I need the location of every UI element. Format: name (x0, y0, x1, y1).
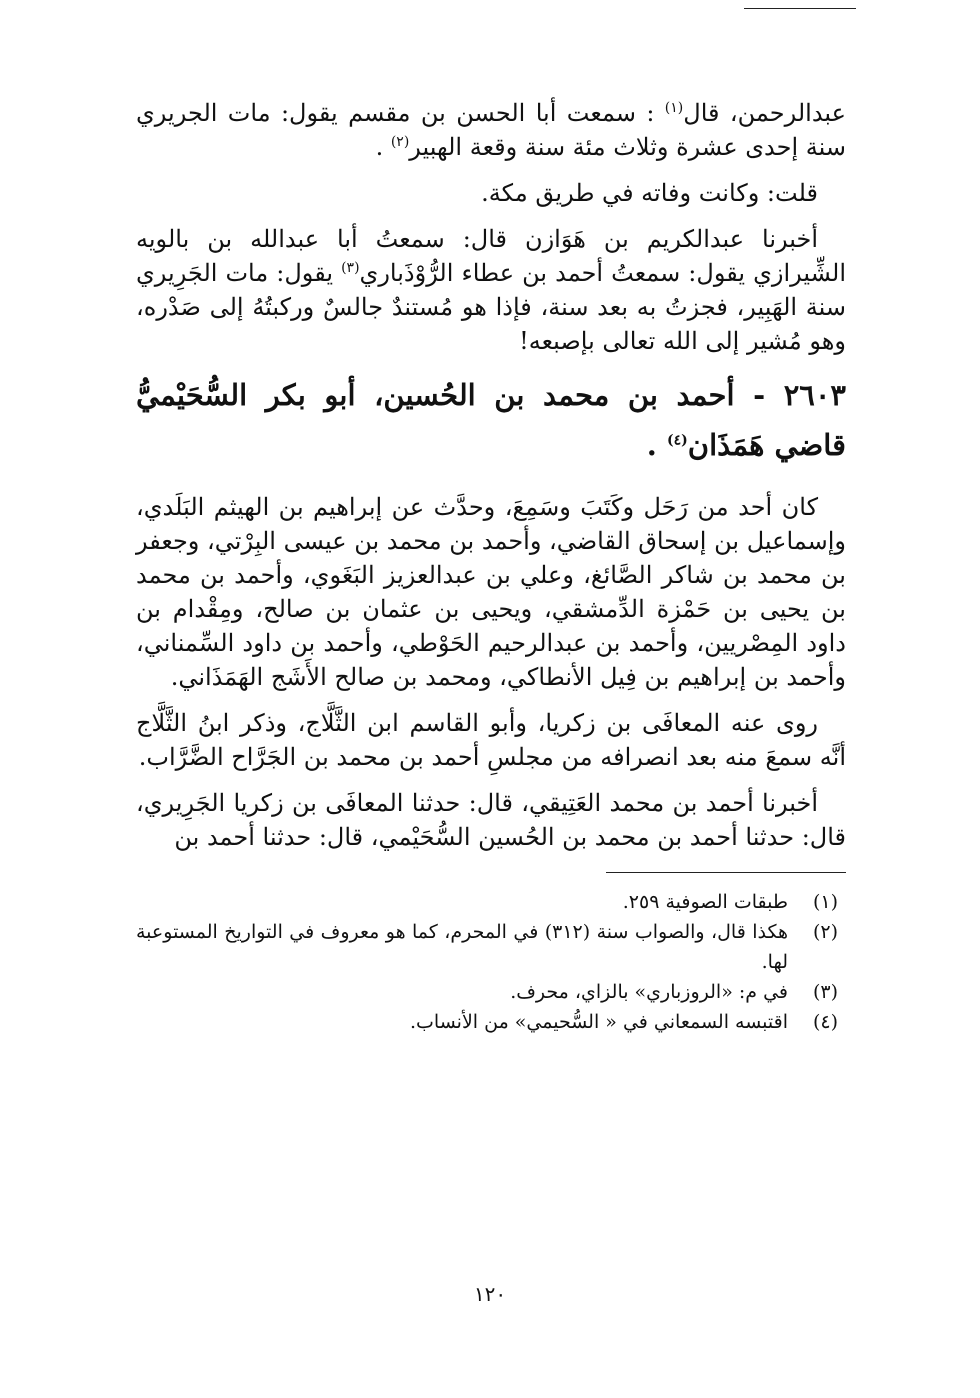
entry-students-paragraph: روى عنه المعافَى بن زكريا، وأبو القاسم ابن الثَّلَّاج، وذكر ابنُ الثَّلَّاج أنَّه سمعَ منه بعد انصرافه من مجلسِ أحمد بن محمد بن الجَرَّاح الضَّرَّاب. (136, 709, 846, 771)
footnote-number: (٣) (812, 981, 838, 1003)
footnote-4 (136, 1007, 846, 1037)
footnote-text: اقتبسه السمعاني في « السُّحيمي» من الأنساب. (410, 1011, 788, 1033)
footnote-3 (136, 977, 846, 1007)
page-number: ١٢٠ (473, 1282, 507, 1306)
paragraph-text: : سمعت أبا الحسن بن مقسم يقول: مات الجريري سنة إحدى عشرة وثلاث مئة سنة وقعة الهبير (136, 99, 846, 161)
footnotes (136, 887, 846, 1037)
entry-heading-text: ٢٦٠٣ - أحمد بن محمد بن الحُسين، أبو بكر السُّحَيْميُّ قاضي هَمَذَان (136, 378, 846, 462)
entry-heading (136, 370, 846, 470)
footnote-ref-2: (٢) (390, 134, 410, 150)
footnote-2 (136, 917, 846, 977)
entry-teachers-paragraph: كان أحد من رَحَل وكَتَبَ وسَمِعَ، وحدَّث عن إبراهيم بن الهيثم البَلَدي، وإسماعيل بن إسحاق القاضي، وأحمد بن محمد بن عيسى البِرْتي، وجعفر بن محمد بن شاكر الصَّائغ، وعلي بن عبدالعزيز البَغَوي، وأحمد بن محمد بن يحيى بن حَمْزة الدِّمشقي، ويحيى بن عثمان بن صالح، ومِقْدام بن داود المِصْريين، وأحمد بن عبدالرحيم الحَوْطي، وأحمد بن داود السِّمناني، وأحمد بن إبراهيم بن فِيل الأنطاكي، ومحمد بن صالح الأَشَج الهَمَذَاني. (136, 493, 846, 691)
paragraph-jariri-death (136, 96, 846, 164)
page-body (136, 96, 846, 1037)
footnote-ref-4: (٤) (666, 432, 688, 449)
footnote-text: في م: «الروزباري» بالزاي، محرف. (510, 981, 788, 1003)
footnote-divider (606, 872, 846, 873)
paragraph-text: يقول: مات الجَرِيري سنة الهَبِير، فجزتُ به بعد سنة، فإذا هو مُستندٌ جالسٌ وركبتُهُ إلى صَدْره، وهو مُشير إلى الله تعالى بإصبعه! (136, 259, 846, 355)
paragraph-rudhbari-report (136, 222, 846, 358)
footnote-text: طبقات الصوفية ٢٥٩. (622, 891, 788, 913)
paragraph-text: . (375, 133, 391, 161)
footnote-text: هكذا قال، والصواب سنة (٣١٢) في المحرم، كما هو معروف في التواريخ المستوعبة لها. (136, 921, 788, 973)
paragraph-text: عبدالرحمن، قال (683, 99, 846, 127)
footnote-ref-1: (١) (664, 100, 684, 116)
entry-heading-end: . (646, 428, 667, 462)
paragraph-text: أخبرنا عبدالكريم بن هَوَازن قال: سمعتُ أبا عبدالله بن بالويه الشِّيرازي يقول: سمعتُ أحمد بن عطاء الرُّوْذَباري (136, 225, 847, 287)
footnote-ref-3: (٣) (341, 260, 360, 276)
top-rule (744, 8, 856, 9)
footnote-number: (٤) (812, 1011, 838, 1033)
paragraph-death-place: قلت: وكانت وفاته في طريق مكة. (481, 179, 818, 207)
footnote-1 (136, 887, 846, 917)
footnote-number: (٢) (812, 921, 838, 943)
entry-isnad-paragraph: أخبرنا أحمد بن محمد العَتِيقي، قال: حدثنا المعافَى بن زكريا الجَرِيري، قال: حدثنا أحمد بن محمد بن الحُسين السُّحَيْمي، قال: حدثنا أحمد بن (136, 789, 846, 851)
footnote-number: (١) (812, 891, 838, 913)
